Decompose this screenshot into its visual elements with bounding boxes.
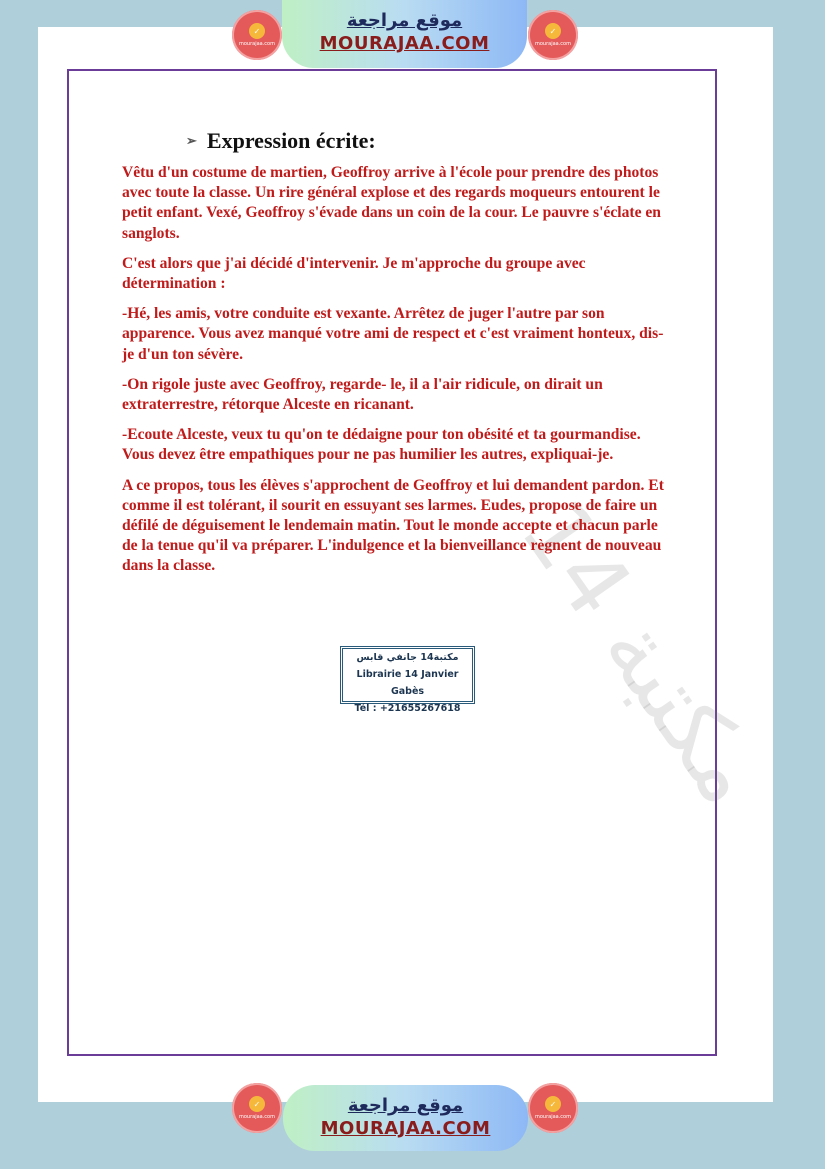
site-domain-link[interactable]: MOURAJAA.COM bbox=[320, 1118, 491, 1139]
logo-text: mourajaa.com bbox=[534, 1114, 571, 1120]
site-arabic-name[interactable]: موقع مراجعة bbox=[346, 10, 463, 31]
paragraph: -On rigole juste avec Geoffroy, regarde- le, il a l'air ridicule, on dirait un extraterrestre, rétorque Alceste en ricanant. bbox=[122, 375, 603, 414]
logo-badge-icon: ✓ bbox=[249, 1096, 265, 1112]
heading-text: Expression écrite: bbox=[206, 128, 376, 153]
stamp-phone: Tél : +21655267618 bbox=[354, 703, 461, 714]
logo-text: mourajaa.com bbox=[534, 41, 571, 47]
logo-text: mourajaa.com bbox=[238, 41, 275, 47]
paragraph: C'est alors que j'ai décidé d'intervenir. Je m'approche du groupe avec détermination : bbox=[122, 254, 586, 293]
bullet-arrow-icon: ➢ bbox=[186, 133, 197, 148]
essay-body bbox=[122, 163, 667, 587]
logo-badge-icon: ✓ bbox=[545, 23, 561, 39]
site-logo-icon[interactable] bbox=[232, 10, 282, 60]
section-heading bbox=[186, 128, 376, 154]
stamp-library-name: Librairie 14 Janvier Gabès bbox=[356, 669, 459, 697]
site-banner-top[interactable] bbox=[282, 0, 527, 68]
paragraph: A ce propos, tous les élèves s'approchent de Geoffroy et lui demandent pardon. Et comme il est tolérant, il sourit en essuyant ses larmes. Eudes, propose de faire un défilé de déguisement le lendemain matin. Tout le monde accepte et chacun parle de la tenue qu'il va préparer. L'indulgence et la bienveillance règnent de nouveau dans la classe. bbox=[122, 476, 664, 575]
site-domain-link[interactable]: MOURAJAA.COM bbox=[319, 33, 490, 54]
paragraph: -Ecoute Alceste, veux tu qu'on te dédaigne pour ton obésité et ta gourmandise. Vous devez être empathiques pour ne pas humilier les autres, expliquai-je. bbox=[122, 426, 641, 464]
logo-badge-icon: ✓ bbox=[545, 1096, 561, 1112]
site-banner-bottom[interactable] bbox=[283, 1085, 528, 1151]
paragraph: -Hé, les amis, votre conduite est vexante. Arrêtez de juger l'autre par son apparence. Vous avez manqué votre ami de respect et c'est vraiment honteux, dis-je d'un ton sévère. bbox=[122, 305, 664, 363]
site-logo-icon[interactable] bbox=[528, 1083, 578, 1133]
paragraph: Vêtu d'un costume de martien, Geoffroy arrive à l'école pour prendre des photos avec toute la classe. Un rire général explose et des regards moqueurs entourent le petit enfant. Vexé, Geoffroy s'évade dans un coin de la cour. Le pauvre s'éclate en sanglots. bbox=[122, 164, 661, 242]
site-arabic-name[interactable]: موقع مراجعة bbox=[347, 1095, 464, 1116]
library-stamp bbox=[340, 646, 475, 714]
site-logo-icon[interactable] bbox=[528, 10, 578, 60]
logo-badge-icon: ✓ bbox=[249, 23, 265, 39]
stamp-arabic-name: مكتبة14 جانفي قابس bbox=[356, 652, 459, 663]
site-logo-icon[interactable] bbox=[232, 1083, 282, 1133]
logo-text: mourajaa.com bbox=[238, 1114, 275, 1120]
